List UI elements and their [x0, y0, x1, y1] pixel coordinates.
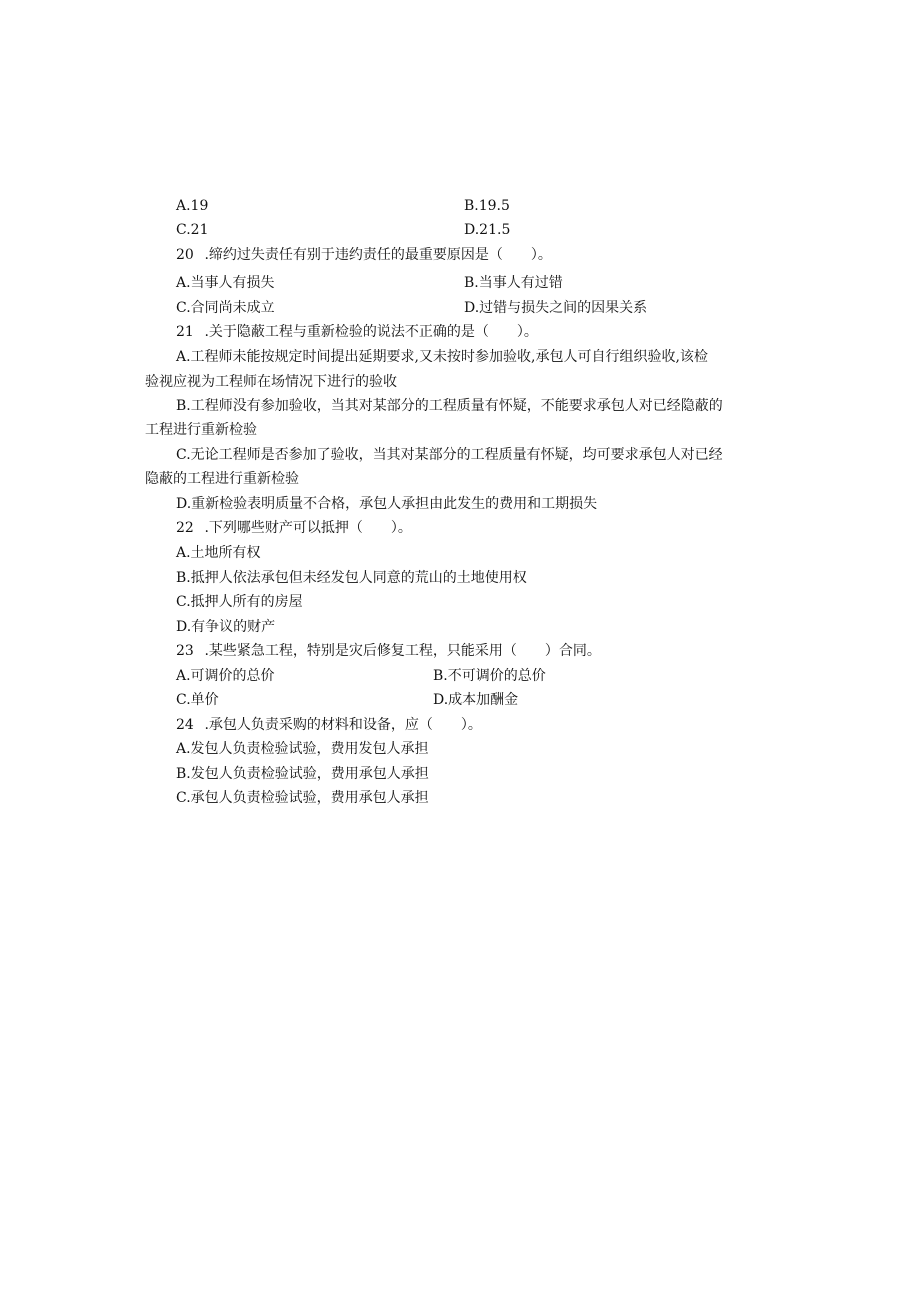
q21-option-b-line2: 工程进行重新检验 — [145, 422, 257, 438]
q23-option-d: D.成本加酬金 — [433, 692, 519, 708]
q20-option-a: A.当事人有损失 — [176, 275, 275, 291]
q19-option-d: D.21.5 — [464, 222, 511, 238]
q19-option-b: B.19.5 — [464, 198, 510, 214]
q22-stem — [176, 519, 412, 537]
q20-number: 20 — [176, 247, 194, 263]
q24-option-a: A.发包人负责检验试验，费用发包人承担 — [176, 741, 429, 757]
q20-option-b: B.当事人有过错 — [464, 275, 563, 291]
q22-option-a: A.土地所有权 — [176, 545, 261, 561]
q22-number: 22 — [176, 520, 194, 536]
q21-option-c-line2: 隐蔽的工程进行重新检验 — [145, 471, 299, 487]
q24-stem — [176, 716, 482, 734]
q20-text: .缔约过失责任有别于违约责任的最重要原因是（ ）。 — [204, 247, 552, 263]
q23-option-a: A.可调价的总价 — [176, 668, 275, 684]
q20-stem — [176, 246, 552, 264]
q21-option-c-line1: C.无论工程师是否参加了验收，当其对某部分的工程质量有怀疑，均可要求承包人对已经 — [176, 447, 723, 463]
q23-option-b: B.不可调价的总价 — [433, 668, 546, 684]
q21-option-a-line1: A.工程师未能按规定时间提出延期要求,又未按时参加验收,承包人可自行组织验收,该检 — [176, 349, 708, 365]
q24-option-b: B.发包人负责检验试验，费用承包人承担 — [176, 766, 429, 782]
q23-stem — [176, 642, 601, 660]
q23-option-c: C.单价 — [176, 692, 219, 708]
q24-text: .承包人负责采购的材料和设备，应（ ）。 — [204, 717, 482, 733]
q21-option-b-line1: B.工程师没有参加验收，当其对某部分的工程质量有怀疑，不能要求承包人对已经隐蔽的 — [176, 398, 723, 414]
q23-text: .某些紧急工程，特别是灾后修复工程，只能采用（ ）合同。 — [204, 643, 601, 659]
q21-number: 21 — [176, 324, 194, 340]
q24-number: 24 — [176, 717, 194, 733]
q21-option-d: D.重新检验表明质量不合格，承包人承担由此发生的费用和工期损失 — [176, 496, 598, 512]
q22-option-d: D.有争议的财产 — [176, 619, 276, 635]
q19-option-a: A.19 — [176, 198, 209, 214]
q20-option-d: D.过错与损失之间的因果关系 — [464, 300, 648, 316]
q21-text: .关于隐蔽工程与重新检验的说法不正确的是（ ）。 — [204, 324, 538, 340]
q24-option-c: C.承包人负责检验试验，费用承包人承担 — [176, 790, 429, 806]
q22-option-c: C.抵押人所有的房屋 — [176, 594, 303, 610]
q23-number: 23 — [176, 643, 194, 659]
q20-option-c: C.合同尚未成立 — [176, 300, 275, 316]
q19-option-c: C.21 — [176, 222, 209, 238]
q21-option-a-line2: 验视应视为工程师在场情况下进行的验收 — [145, 374, 397, 390]
q22-option-b: B.抵押人依法承包但未经发包人同意的荒山的土地使用权 — [176, 570, 527, 586]
q22-text: .下列哪些财产可以抵押（ ）。 — [204, 520, 412, 536]
q21-stem — [176, 323, 538, 341]
